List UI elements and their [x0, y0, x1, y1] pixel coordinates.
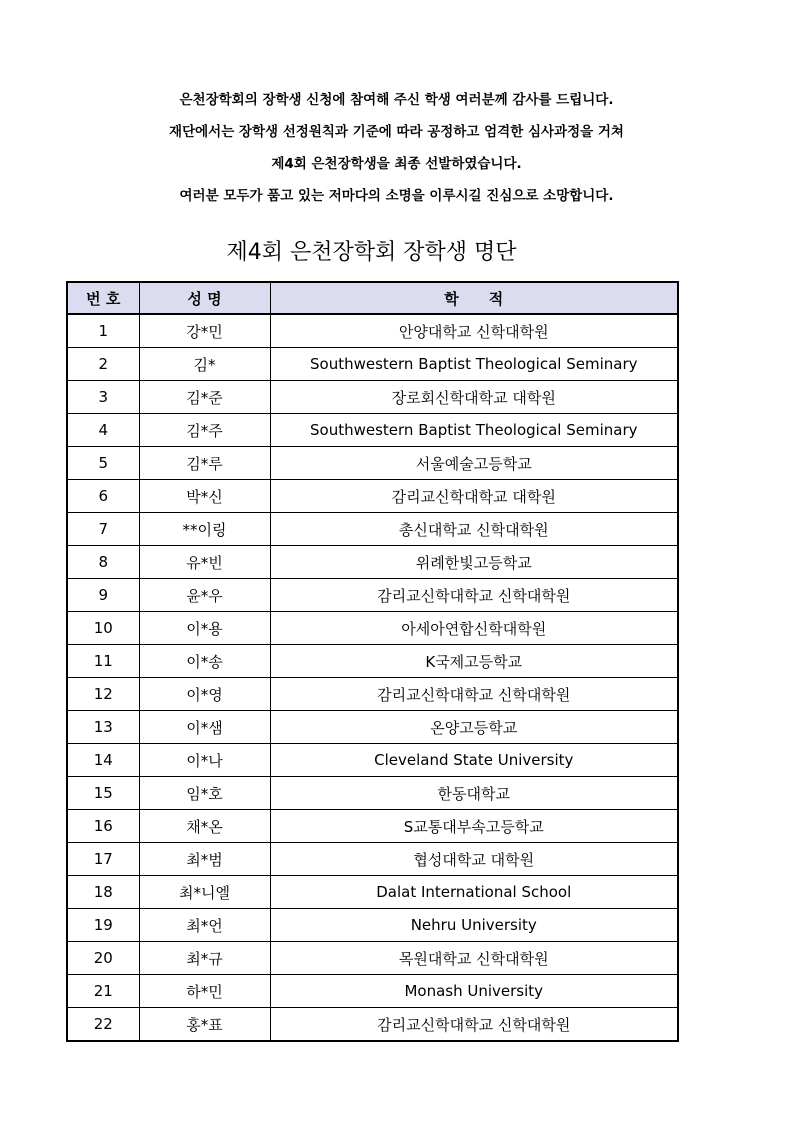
cell-school: Monash University [270, 975, 678, 1008]
cell-number: 14 [67, 744, 139, 777]
table-row [67, 777, 678, 810]
cell-number: 13 [67, 711, 139, 744]
cell-school: Nehru University [270, 909, 678, 942]
cell-name: 채*온 [139, 810, 270, 843]
cell-number: 21 [67, 975, 139, 1008]
cell-school: 감리교신학대학교 신학대학원 [270, 1008, 678, 1042]
cell-name: 김* [139, 348, 270, 381]
cell-number: 9 [67, 579, 139, 612]
header-school: 학 적 [270, 282, 678, 314]
table-row [67, 1008, 678, 1042]
cell-number: 4 [67, 414, 139, 447]
cell-school: Cleveland State University [270, 744, 678, 777]
cell-number: 12 [67, 678, 139, 711]
table-row [67, 348, 678, 381]
table-row [67, 314, 678, 348]
cell-number: 6 [67, 480, 139, 513]
cell-number: 5 [67, 447, 139, 480]
table-row [67, 744, 678, 777]
cell-school: 협성대학교 대학원 [270, 843, 678, 876]
cell-name: 유*빈 [139, 546, 270, 579]
table-header-row [67, 282, 678, 314]
cell-name: 하*민 [139, 975, 270, 1008]
scholarship-roster-table [66, 281, 679, 1042]
cell-school: Southwestern Baptist Theological Seminary [270, 348, 678, 381]
cell-name: 강*민 [139, 314, 270, 348]
cell-number: 2 [67, 348, 139, 381]
cell-number: 17 [67, 843, 139, 876]
table-row [67, 711, 678, 744]
cell-number: 1 [67, 314, 139, 348]
cell-name: 이*용 [139, 612, 270, 645]
cell-name: **이링 [139, 513, 270, 546]
cell-name: 임*호 [139, 777, 270, 810]
cell-name: 이*나 [139, 744, 270, 777]
cell-school: 총신대학교 신학대학원 [270, 513, 678, 546]
cell-school: 감리교신학대학교 신학대학원 [270, 678, 678, 711]
cell-name: 최*니엘 [139, 876, 270, 909]
header-number: 번 호 [67, 282, 139, 314]
table-row [67, 909, 678, 942]
cell-school: 감리교신학대학교 신학대학원 [270, 579, 678, 612]
cell-school: 한동대학교 [270, 777, 678, 810]
cell-school: K국제고등학교 [270, 645, 678, 678]
cell-number: 15 [67, 777, 139, 810]
header-name: 성 명 [139, 282, 270, 314]
cell-school: 온양고등학교 [270, 711, 678, 744]
cell-name: 최*규 [139, 942, 270, 975]
cell-number: 8 [67, 546, 139, 579]
cell-number: 10 [67, 612, 139, 645]
cell-number: 20 [67, 942, 139, 975]
intro-line: 재단에서는 장학생 선정원칙과 기준에 따라 공정하고 엄격한 심사과정을 거쳐 [169, 124, 624, 140]
table-row [67, 612, 678, 645]
cell-number: 18 [67, 876, 139, 909]
cell-name: 이*샘 [139, 711, 270, 744]
cell-school: 서울예술고등학교 [270, 447, 678, 480]
cell-school: S교통대부속고등학교 [270, 810, 678, 843]
table-row [67, 942, 678, 975]
table-row [67, 513, 678, 546]
cell-number: 22 [67, 1008, 139, 1042]
table-row [67, 678, 678, 711]
cell-number: 16 [67, 810, 139, 843]
cell-school: 안양대학교 신학대학원 [270, 314, 678, 348]
cell-name: 최*언 [139, 909, 270, 942]
cell-school: 감리교신학대학교 대학원 [270, 480, 678, 513]
table-row [67, 975, 678, 1008]
cell-name: 최*범 [139, 843, 270, 876]
table-row [67, 579, 678, 612]
cell-school: 장로회신학대학교 대학원 [270, 381, 678, 414]
cell-name: 이*영 [139, 678, 270, 711]
table-row [67, 810, 678, 843]
intro-line: 제4회 은천장학생을 최종 선발하였습니다. [271, 156, 522, 172]
document-title: 제4회 은천장학회 장학생 명단 [226, 240, 517, 265]
cell-name: 김*준 [139, 381, 270, 414]
table-row [67, 447, 678, 480]
table-row [67, 480, 678, 513]
cell-school: Dalat International School [270, 876, 678, 909]
cell-name: 윤*우 [139, 579, 270, 612]
table-row [67, 843, 678, 876]
cell-number: 11 [67, 645, 139, 678]
intro-message [0, 84, 793, 212]
cell-name: 박*신 [139, 480, 270, 513]
table-body [67, 314, 678, 1041]
cell-school: 아세아연합신학대학원 [270, 612, 678, 645]
table-row [67, 645, 678, 678]
cell-school: Southwestern Baptist Theological Seminary [270, 414, 678, 447]
table-row [67, 414, 678, 447]
cell-name: 김*루 [139, 447, 270, 480]
table-row [67, 876, 678, 909]
cell-number: 3 [67, 381, 139, 414]
intro-line: 여러분 모두가 품고 있는 저마다의 소명을 이루시길 진심으로 소망합니다. [179, 188, 614, 204]
cell-school: 위례한빛고등학교 [270, 546, 678, 579]
cell-number: 19 [67, 909, 139, 942]
cell-name: 이*송 [139, 645, 270, 678]
cell-name: 홍*표 [139, 1008, 270, 1042]
cell-number: 7 [67, 513, 139, 546]
table-row [67, 381, 678, 414]
table-row [67, 546, 678, 579]
intro-line: 은천장학회의 장학생 신청에 참여해 주신 학생 여러분께 감사를 드립니다. [179, 92, 614, 108]
cell-name: 김*주 [139, 414, 270, 447]
cell-school: 목원대학교 신학대학원 [270, 942, 678, 975]
